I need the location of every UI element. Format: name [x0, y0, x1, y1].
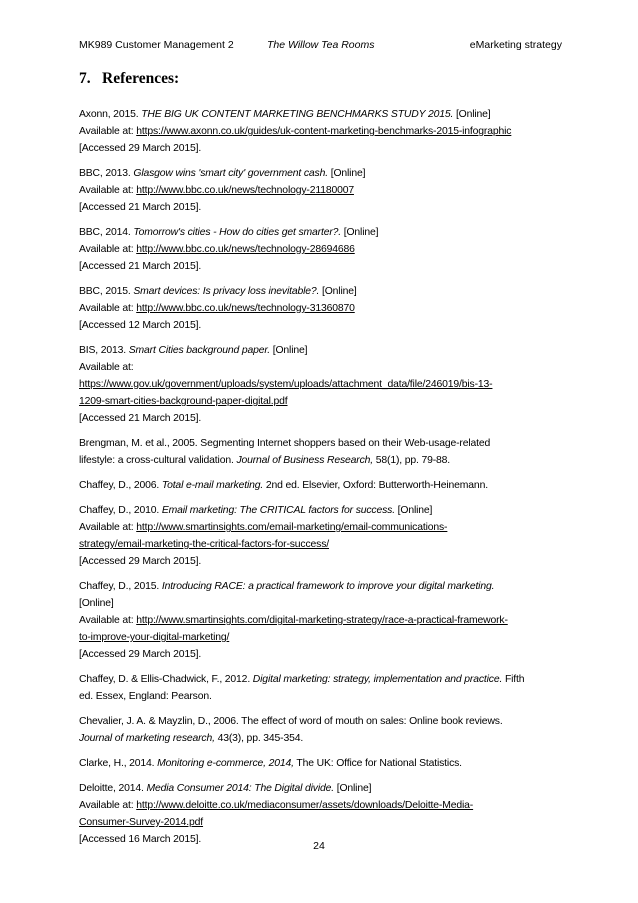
reference-text: The UK: Office for National Statistics.: [293, 758, 462, 769]
reference-link[interactable]: 1209-smart-cities-background-paper-digital.pdf: [79, 396, 288, 407]
reference-text: 2nd ed. Elsevier, Oxford: Butterworth-Heinemann.: [263, 480, 488, 491]
reference-accessed: [Accessed 16 March 2015].: [79, 834, 202, 845]
reference-text: [Online]: [327, 168, 366, 179]
reference-text: BBC, 2013.: [79, 168, 134, 179]
reference-text: Available at:: [79, 522, 137, 533]
reference-entry: [79, 477, 569, 494]
reference-text: 43(3), pp. 345-354.: [214, 733, 304, 744]
reference-text: Chaffey, D., 2015.: [79, 581, 162, 592]
reference-text: Available at:: [79, 244, 137, 255]
reference-text: [Online]: [79, 598, 114, 609]
reference-accessed: [Accessed 21 March 2015].: [79, 261, 202, 272]
reference-entry: [79, 224, 569, 275]
reference-accessed: [Accessed 29 March 2015].: [79, 649, 202, 660]
reference-text: [Online]: [341, 227, 379, 238]
section-heading: [79, 69, 179, 89]
reference-link[interactable]: https://www.axonn.co.uk/guides/uk-content-marketing-benchmarks-2015-infographic: [136, 126, 512, 137]
reference-text: BIS, 2013.: [79, 345, 129, 356]
reference-list: [79, 106, 569, 856]
reference-accessed: [Accessed 21 March 2015].: [79, 413, 202, 424]
reference-text: Available at:: [79, 303, 137, 314]
reference-entry: [79, 283, 569, 334]
reference-text: [Online]: [453, 109, 491, 120]
reference-text: Available at:: [79, 126, 137, 137]
header-client: The Willow Tea Rooms: [267, 39, 375, 51]
header-topic: eMarketing strategy: [469, 39, 562, 51]
reference-title: Total e-mail marketing.: [161, 480, 264, 491]
reference-title: Smart devices: Is privacy loss inevitable?.: [133, 286, 320, 297]
reference-title: Media Consumer 2014: The Digital divide.: [146, 783, 334, 794]
reference-text: BBC, 2015.: [79, 286, 134, 297]
reference-link[interactable]: strategy/email-marketing-the-critical-factors-for-success/: [79, 539, 329, 550]
reference-text: ed. Essex, England: Pearson.: [79, 691, 212, 702]
reference-text: Chaffey, D., 2006.: [79, 480, 162, 491]
reference-text: Fifth: [502, 674, 525, 685]
reference-link[interactable]: http://www.deloitte.co.uk/mediaconsumer/assets/downloads/Deloitte-Media-: [136, 800, 474, 811]
reference-link[interactable]: to-improve-your-digital-marketing/: [79, 632, 230, 643]
reference-link[interactable]: Consumer-Survey-2014.pdf: [79, 817, 204, 828]
reference-entry: [79, 502, 569, 570]
reference-text: Chaffey, D., 2010.: [79, 505, 162, 516]
reference-text: Available at:: [79, 362, 134, 373]
reference-link[interactable]: http://www.bbc.co.uk/news/technology-21180007: [136, 185, 354, 196]
header-course: MK989 Customer Management 2: [79, 39, 234, 51]
reference-entry: [79, 165, 569, 216]
reference-text: Available at:: [79, 800, 137, 811]
reference-link[interactable]: http://www.bbc.co.uk/news/technology-31360870: [136, 303, 355, 314]
reference-text: Available at:: [79, 185, 137, 196]
reference-title: Digital marketing: strategy, implementation and practice.: [252, 674, 503, 685]
reference-text: Brengman, M. et al., 2005. Segmenting Internet shoppers based on their Web-usage-related: [79, 438, 491, 449]
reference-text: Available at:: [79, 615, 137, 626]
reference-text: [Online]: [270, 345, 308, 356]
reference-text: [Online]: [333, 783, 372, 794]
reference-link[interactable]: http://www.smartinsights.com/email-marketing/email-communications-: [136, 522, 448, 533]
reference-text: [Online]: [319, 286, 357, 297]
reference-text: Axonn, 2015.: [79, 109, 142, 120]
reference-entry: [79, 713, 569, 747]
reference-text: BBC, 2014.: [79, 227, 134, 238]
reference-text: [Online]: [394, 505, 433, 516]
section-number: 7.: [79, 70, 91, 87]
reference-title: Introducing RACE: a practical framework to improve your digital marketing.: [161, 581, 495, 592]
reference-title: Smart Cities background paper.: [128, 345, 270, 356]
section-title: References:: [102, 70, 180, 87]
reference-link[interactable]: http://www.bbc.co.uk/news/technology-28694686: [136, 244, 355, 255]
reference-accessed: [Accessed 29 March 2015].: [79, 143, 202, 154]
reference-text: lifestyle: a cross-cultural validation.: [79, 455, 237, 466]
reference-entry: [79, 780, 569, 848]
reference-entry: [79, 342, 569, 427]
reference-accessed: [Accessed 12 March 2015].: [79, 320, 202, 331]
reference-link[interactable]: https://www.gov.uk/government/uploads/system/uploads/attachment_data/file/246019/bis-13-: [79, 379, 493, 390]
reference-text: Chevalier, J. A. & Mayzlin, D., 2006. The effect of word of mouth on sales: Online book reviews.: [79, 716, 503, 727]
reference-entry: [79, 671, 569, 705]
page-number: 24: [313, 840, 325, 852]
reference-entry: [79, 106, 569, 157]
reference-text: Deloitte, 2014.: [79, 783, 147, 794]
reference-title: THE BIG UK CONTENT MARKETING BENCHMARKS STUDY 2015.: [141, 109, 454, 120]
reference-accessed: [Accessed 29 March 2015].: [79, 556, 202, 567]
reference-title: Monitoring e-commerce, 2014,: [157, 758, 294, 769]
reference-text: 58(1), pp. 79-88.: [373, 455, 451, 466]
reference-title: Tomorrow's cities - How do cities get smarter?.: [133, 227, 342, 238]
reference-title: Glasgow wins 'smart city' government cash.: [133, 168, 328, 179]
reference-entry: [79, 578, 569, 663]
reference-title: Journal of marketing research,: [79, 733, 215, 744]
reference-title: Journal of Business Research,: [236, 455, 374, 466]
reference-accessed: [Accessed 21 March 2015].: [79, 202, 202, 213]
reference-entry: [79, 435, 569, 469]
reference-text: Clarke, H., 2014.: [79, 758, 158, 769]
reference-title: Email marketing: The CRITICAL factors for success.: [161, 505, 395, 516]
reference-entry: [79, 755, 569, 772]
reference-text: Chaffey, D. & Ellis-Chadwick, F., 2012.: [79, 674, 253, 685]
reference-link[interactable]: http://www.smartinsights.com/digital-marketing-strategy/race-a-practical-framework-: [136, 615, 508, 626]
